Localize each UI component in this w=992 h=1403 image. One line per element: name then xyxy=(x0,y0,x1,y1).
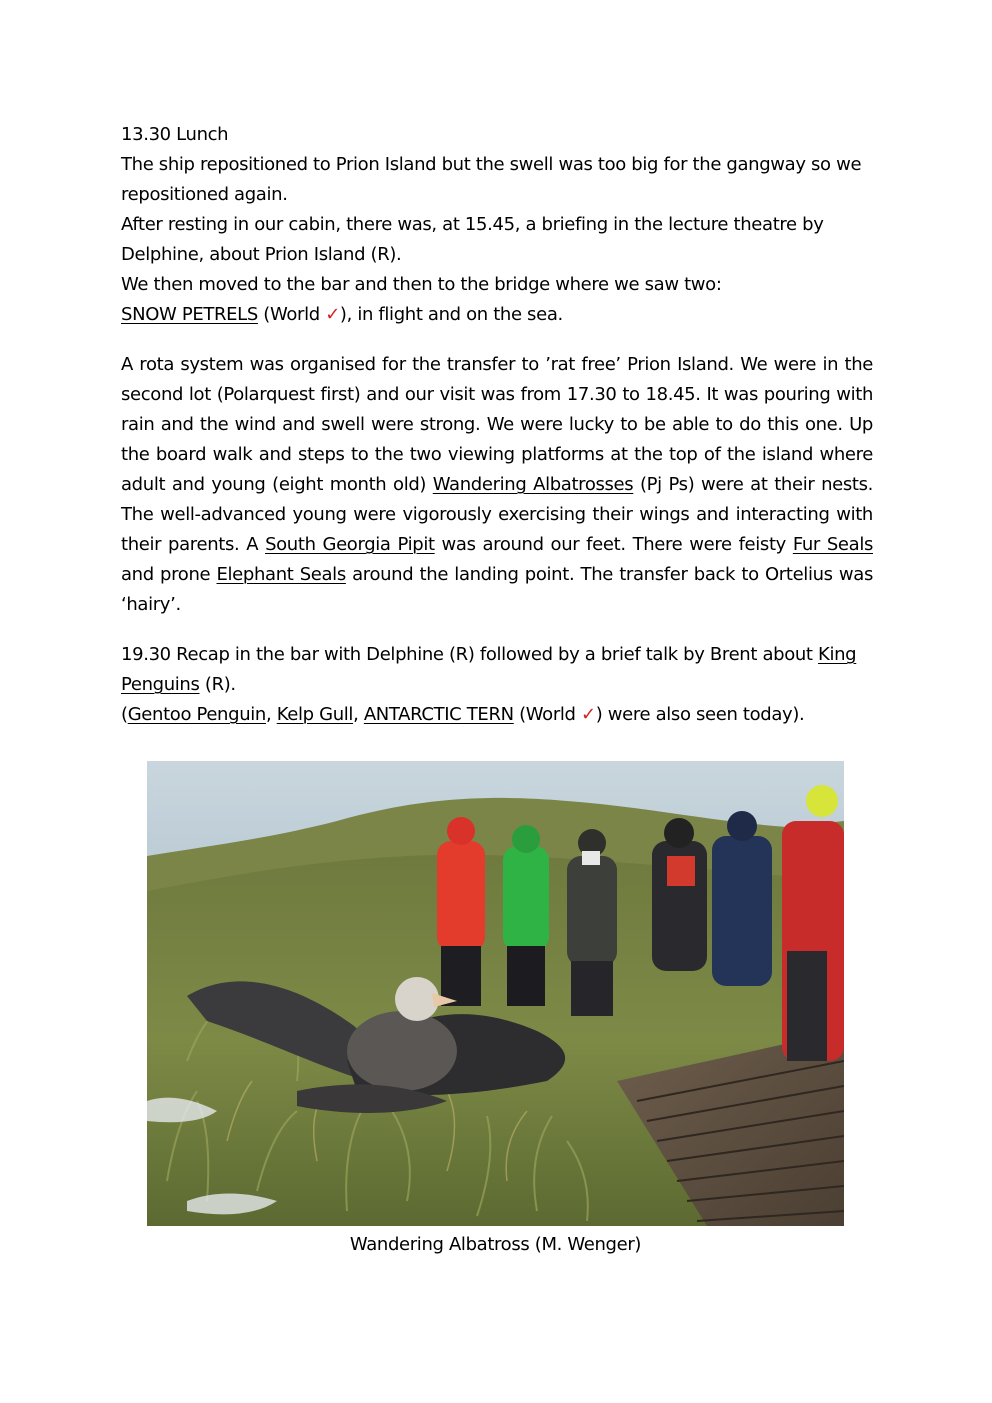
species-elephant-seals: Elephant Seals xyxy=(216,564,346,585)
prion-island-paragraph: A rota system was organised for the transfer to ’rat free’ Prion Island. We were in the second lot (Polarquest first) and our visit was from 17.30 to 18.45. It was pouring with rain and the wind and swell were strong. We were lucky to be able to do this one. Up the board walk and steps to the two viewing platforms at the top of the island where adult and young (eight month old) Wandering Albatrosses (Pj Ps) were at their nests. The well-advanced young were vigorously exercising their wings and interacting with their parents. A South Georgia Pipit was around our feet. There were feisty Fur Seals and prone Elephant Seals around the landing point. The transfer back to Ortelius was ‘hairy’. xyxy=(121,354,874,615)
briefing-line: After resting in our cabin, there was, at 15.45, a briefing in the lecture theatre by Delphine, about Prion Island (R). xyxy=(121,214,824,265)
world-tick-icon: ✓ xyxy=(580,704,596,725)
species-snow-petrels: SNOW PETRELS xyxy=(121,304,258,325)
recap-paragraph: 19.30 Recap in the bar with Delphine (R) followed by a brief talk by Brent about King Penguins (R). xyxy=(121,644,857,695)
species-gentoo-penguin: Gentoo Penguin xyxy=(127,704,266,725)
world-tick-icon: ✓ xyxy=(325,304,340,325)
species-king-penguins: King Penguins xyxy=(121,644,857,695)
photo-caption: Wandering Albatross (M. Wenger) xyxy=(349,1234,642,1255)
also-seen-line: (Gentoo Penguin, Kelp Gull, ANTARCTIC TERN (World ✓) were also seen today). xyxy=(121,704,805,725)
species-south-georgia-pipit: South Georgia Pipit xyxy=(265,534,435,555)
species-wandering-albatrosses: Wandering Albatrosses xyxy=(432,474,634,495)
species-antarctic-tern: ANTARCTIC TERN xyxy=(363,704,514,725)
bridge-line: We then moved to the bar and then to the bridge where we saw two: xyxy=(121,274,722,295)
snow-petrel-line: SNOW PETRELS (World ✓), in flight and on the sea. xyxy=(121,304,563,325)
species-kelp-gull: Kelp Gull xyxy=(276,704,354,725)
reposition-line: The ship repositioned to Prion Island but the swell was too big for the gangway so we repositioned again. xyxy=(121,154,862,205)
albatross-photo xyxy=(147,761,844,1226)
species-fur-seals: Fur Seals xyxy=(792,534,873,555)
journal-page xyxy=(121,120,873,730)
lunch-line: 13.30 Lunch xyxy=(121,124,229,145)
